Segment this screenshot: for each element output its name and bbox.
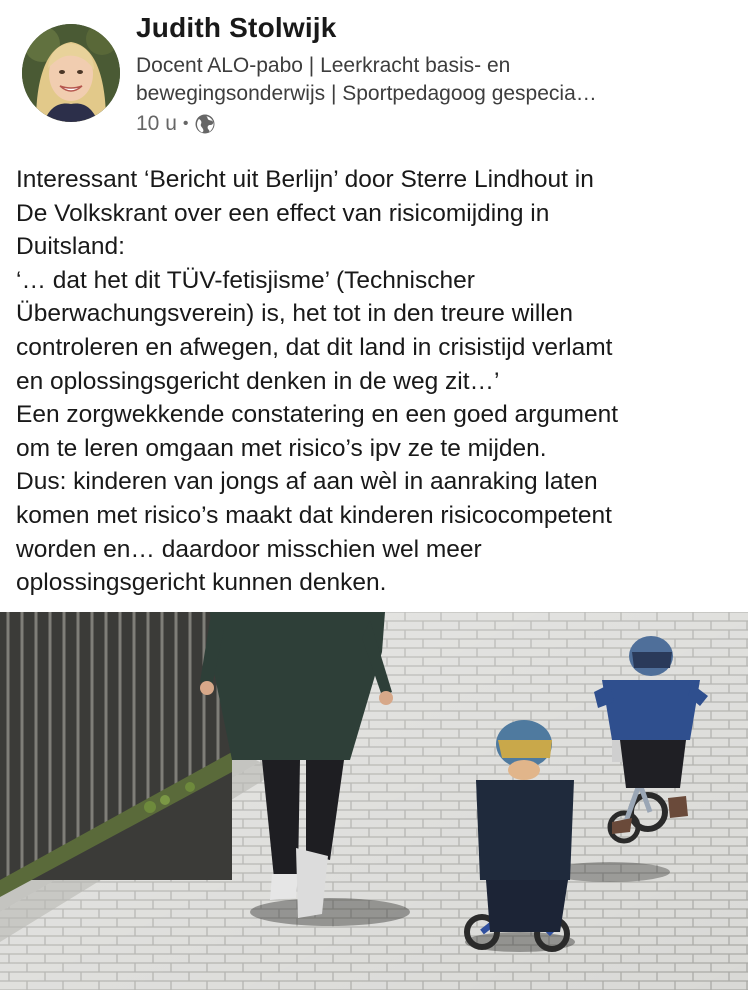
post-line: en oplossingsgericht denken in de weg zit…’ [16,367,500,395]
meta-separator: • [182,115,189,132]
post-line: ‘… dat het dit TÜV-fetisjisme’ (Technischer [16,266,475,294]
post-image[interactable] [0,612,748,990]
post-time: 10 u [136,112,177,135]
author-name[interactable]: Judith Stolwijk [136,12,337,43]
post-line: oplossingsgericht kunnen denken. [16,569,387,597]
post-line: De Volkskrant over een effect van risicomijding in [16,199,550,227]
fence [0,612,232,897]
post-line: komen met risico’s maakt dat kinderen risicocompetent [16,501,612,529]
post-line: Dus: kinderen van jongs af aan wèl in aanraking laten [16,468,598,496]
post-line: controleren en afwegen, dat dit land in crisistijd verlamt [16,333,613,361]
post-line: Duitsland: [16,233,125,261]
author-avatar[interactable] [22,24,120,122]
headline-line: bewegingsonderwijs | Sportpedagoog gespecia… [136,82,597,105]
post-line: worden en… daardoor misschien wel meer [16,535,482,563]
headline-line: Docent ALO-pabo | Leerkracht basis- en [136,54,511,77]
post-meta [136,112,216,136]
avatar-photo-icon [22,24,120,122]
post-line: Interessant ‘Bericht uit Berlijn’ door Sterre Lindhout in [16,166,594,193]
post-line: om te leren omgaan met risico’s ipv ze te mijden. [16,434,547,462]
post-line: Een zorgwekkende constatering en een goed argument [16,401,619,429]
post-body [16,163,738,600]
post-header [0,0,748,150]
street-scene-photo [0,612,748,990]
post-line: Überwachungsverein) is, het tot in den treure willen [16,300,573,328]
author-headline [136,52,726,108]
globe-icon [194,113,216,135]
